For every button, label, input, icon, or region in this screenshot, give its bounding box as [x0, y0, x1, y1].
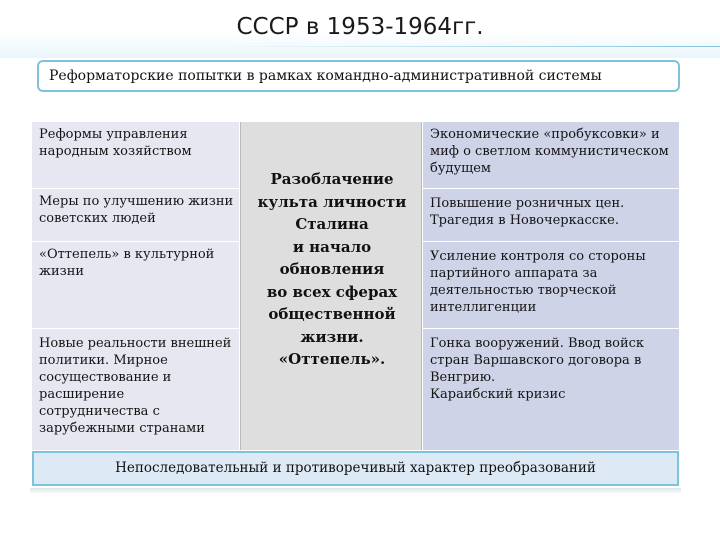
left-cell-thaw-culture: «Оттепель» в культурной жизни	[32, 242, 239, 328]
right-cell-arms-race: Гонка вооружений. Ввод войск стран Варшавского договора в Венгрию. Караибский кризис	[423, 329, 679, 450]
left-cell-management-reforms: Реформы управления народным хозяйством	[32, 122, 239, 188]
footer-shadow	[30, 488, 681, 494]
center-cell	[240, 122, 422, 450]
left-cell-foreign-policy: Новые реальности внешней политики. Мирное сосуществование и расширение сотрудничества с зарубежными странами	[32, 329, 239, 450]
left-cell-living-standards: Меры по улучшению жизни советских людей	[32, 189, 239, 241]
subtitle-box: Реформаторские попытки в рамках командно-административной системы	[37, 60, 680, 92]
center-text: Разоблачение культа личности Сталина и начало обновления во всех сферах общественной жизни. «Оттепель».	[257, 170, 407, 368]
slide-title: СССР в 1953-1964гг.	[236, 14, 484, 40]
right-cell-price-increase: Повышение розничных цен. Трагедия в Новочеркасске.	[423, 189, 679, 241]
right-cell-party-control: Усиление контроля со стороны партийного аппарата за деятельностью творческой интеллигенции	[423, 242, 679, 328]
right-cell-economic-stagnation: Экономические «пробуксовки» и миф о светлом коммунистическом будущем	[423, 122, 679, 188]
title-underline	[220, 46, 720, 47]
footer-box: Непоследовательный и противоречивый характер преобразований	[32, 451, 679, 486]
